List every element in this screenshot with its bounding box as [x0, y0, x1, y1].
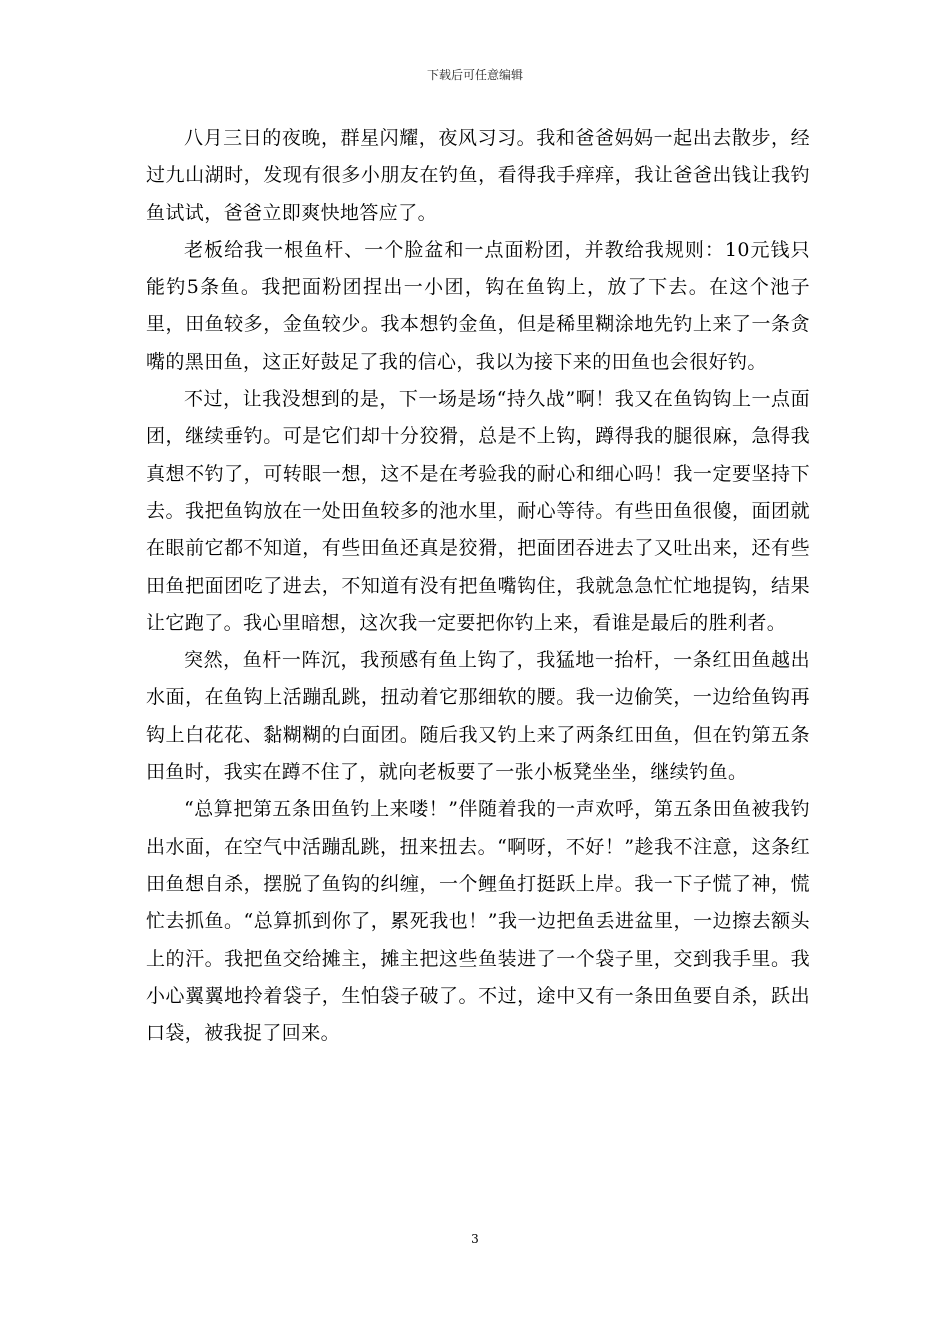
paragraph-4: 突然，鱼杆一阵沉，我预感有鱼上钩了，我猛地一抬杆，一条红田鱼越出水面，在鱼钩上活蹦乱跳，扭动着它那细软的腰。我一边偷笑，一边给鱼钩再钩上白花花、黏糊糊的白面团。随后我又钓上来了两条红田鱼，但在钓第五条田鱼时，我实在蹲不住了，就向老板要了一张小板凳坐坐，继续钓鱼。 [146, 649, 810, 784]
paragraph-2: 老板给我一根鱼杆、一个脸盆和一点面粉团，并教给我规则：10元钱只能钓5条鱼。我把面粉团捏出一小团，钩在鱼钩上，放了下去。在这个池子里，田鱼较多，金鱼较少。我本想钓金鱼，但是稀里糊涂地先钓上来了一条贪嘴的黑田鱼，这正好鼓足了我的信心，我以为接下来的田鱼也会很好钓。 [146, 238, 810, 373]
paragraph-3: 不过，让我没想到的是，下一场是场“持久战”啊！我又在鱼钩钩上一点面团，继续垂钓。可是它们却十分狡猾，总是不上钩，蹲得我的腿很麻，急得我真想不钓了，可转眼一想，这不是在考验我的耐心和细心吗！我一定要坚持下去。我把鱼钩放在一处田鱼较多的池水里，耐心等待。有些田鱼很傻，面团就在眼前它都不知道，有些田鱼还真是狡猾，把面团吞进去了又吐出来，还有些田鱼把面团吃了进去，不知道有没有把鱼嘴钩住，我就急急忙忙地提钩，结果让它跑了。我心里暗想，这次我一定要把你钓上来，看谁是最后的胜利者。 [146, 388, 810, 634]
page-number: 3 [471, 1232, 479, 1246]
document-body [146, 120, 810, 1052]
paragraph-5: “总算把第五条田鱼钓上来喽！”伴随着我的一声欢呼，第五条田鱼被我钓出水面，在空气中活蹦乱跳，扭来扭去。“啊呀，不好！”趁我不注意，这条红田鱼想自杀，摆脱了鱼钩的纠缠，一个鲤鱼打挺跃上岸。我一下子慌了神，慌忙去抓鱼。“总算抓到你了，累死我也！”我一边把鱼丢进盆里，一边擦去额头上的汗。我把鱼交给摊主，摊主把这些鱼装进了一个袋子里，交到我手里。我小心翼翼地拎着袋子，生怕袋子破了。不过，途中又有一条田鱼要自杀，跃出口袋，被我捉了回来。 [146, 798, 810, 1045]
paragraph-1: 八月三日的夜晚，群星闪耀，夜风习习。我和爸爸妈妈一起出去散步，经过九山湖时，发现有很多小朋友在钓鱼，看得我手痒痒，我让爸爸出钱让我钓鱼试试，爸爸立即爽快地答应了。 [146, 127, 810, 224]
page-header: 下载后可任意编辑 [426, 68, 523, 82]
